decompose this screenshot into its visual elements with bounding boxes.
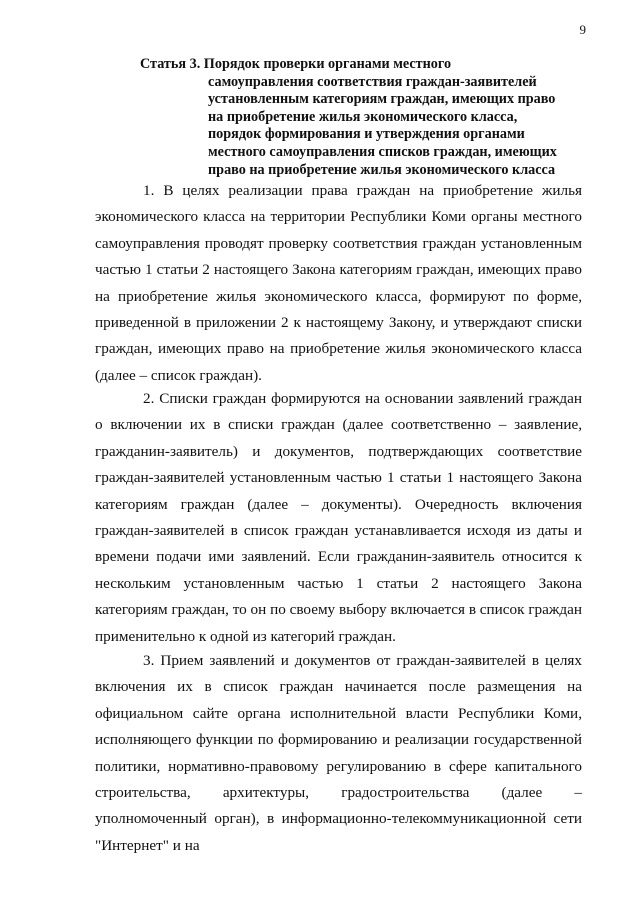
article-heading — [140, 56, 586, 179]
heading-line: Статья 3. Порядок проверки органами местного — [140, 56, 452, 72]
heading-line: право на приобретение жилья экономического класса — [208, 161, 556, 178]
paragraph-2: 2. Списки граждан формируются на основании заявлений граждан о включении их в списки граждан (далее соответственно – заявление, гражданин-заявитель) и документов, подтверждающих соответствие граждан-заявителей установленным частью 1 статьи 1 настоящего Закона категориям граждан (далее – документы). Очередность включения граждан-заявителей в список граждан устанавливается исходя из даты и времени подачи ими заявлений. Если гражданин-заявитель относится к нескольким установленным частью 1 статьи 2 настоящего Закона категориям граждан, то он по своему выбору включается в список граждан применительно к одной из категорий граждан. — [95, 390, 582, 645]
page-number: 9 — [579, 22, 586, 37]
paragraph-1: 1. В целях реализации права граждан на приобретение жилья экономического класса на территории Республики Коми органы местного самоуправления проводят проверку соответствия граждан установленным частью 1 статьи 2 настоящего Закона категориям граждан, имеющих право на приобретение жилья экономического класса, формируют по форме, приведенной в приложении 2 к настоящему Закону, и утверждают списки граждан, имеющих право на приобретение жилья экономического класса (далее – список граждан). — [95, 182, 582, 384]
paragraph-3: 3. Прием заявлений и документов от граждан-заявителей в целях включения их в список граждан начинается после размещения на официальном сайте органа исполнительной власти Республики Коми, исполняющего функции по формированию и реализации государственной политики, нормативно-правовому регулированию в сфере капитального строительства, архитектуры, градостроительства (далее – уполномоченный орган), в информационно-телекоммуникационной сети "Интернет" и на — [95, 652, 582, 854]
heading-line: установленным категориям граждан, имеющих право — [208, 91, 556, 108]
heading-line: самоуправления соответствия граждан-заявителей — [208, 73, 537, 90]
heading-line: местного самоуправления списков граждан, имеющих — [208, 143, 557, 160]
heading-line: на приобретение жилья экономического класса, — [208, 108, 518, 125]
heading-line: порядок формирования и утверждения органами — [208, 126, 525, 143]
